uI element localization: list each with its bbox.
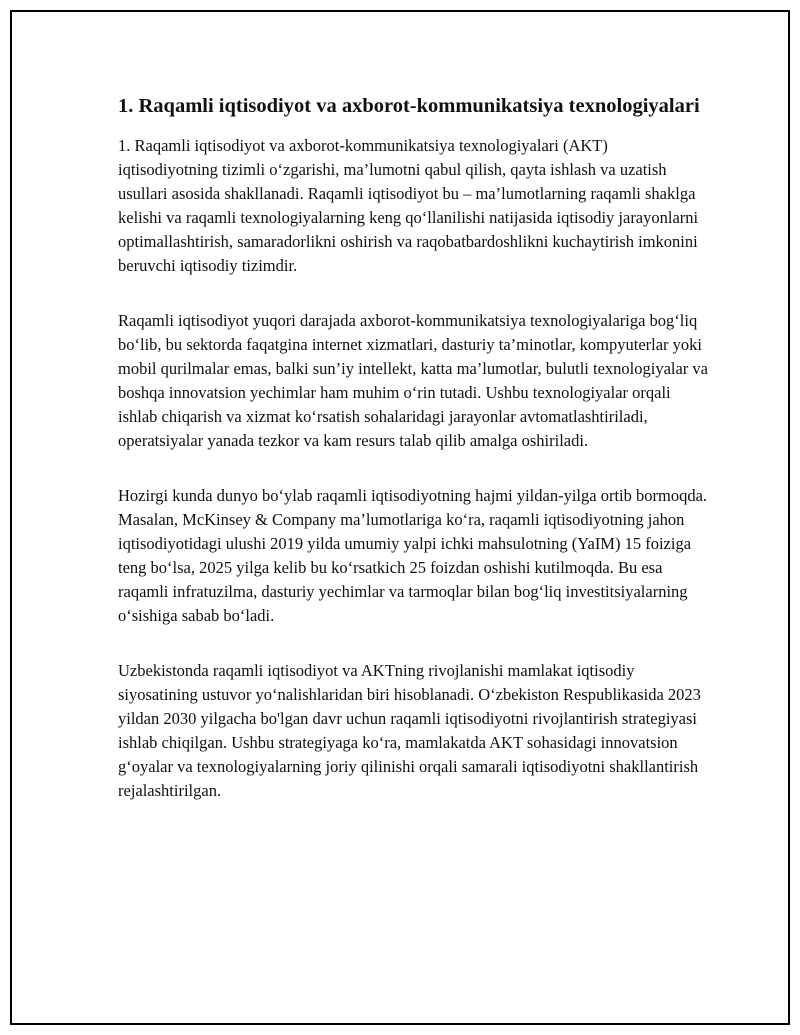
document-title: 1. Raqamli iqtisodiyot va axborot-kommunikatsiya texnologiyalari bbox=[118, 95, 700, 117]
paragraph-1: 1. Raqamli iqtisodiyot va axborot-kommunikatsiya texnologiyalari (AKT) iqtisodiyotning tizimli o‘zgarishi, ma’lumotni qabul qilish, qayta ishlash va uzatish usullari asosida shakllanadi. Raqamli iqtisodiyot bu – ma’lumotlarning raqamli shaklga kelishi va raqamli texnologiyalarning keng qo‘llanilishi natijasida iqtisodiy jarayonlarni optimallashtirish, samaradorlikni oshirish va raqobatbardoshlikni kuchaytirish imkonini beruvchi iqtisodiy tizimdir. bbox=[118, 136, 699, 275]
document-body bbox=[118, 92, 708, 803]
page-frame bbox=[10, 10, 790, 1025]
paragraph-4: Uzbekistonda raqamli iqtisodiyot va AKTning rivojlanishi mamlakat iqtisodiy siyosatining ustuvor yo‘nalishlaridan biri hisoblanadi. O‘zbekiston Respublikasida 2023 yildan 2030 yilgacha bo'lgan davr uchun raqamli iqtisodiyotni rivojlantirish strategiyasi ishlab chiqilgan. Ushbu strategiyaga ko‘ra, mamlakatda AKT sohasidagi innovatsion g‘oyalar va texnologiyalarning joriy qilinishi orqali samarali iqtisodiyotni shakllantirish rejalashtirilgan. bbox=[118, 661, 701, 800]
paragraph-2: Raqamli iqtisodiyot yuqori darajada axborot-kommunikatsiya texnologiyalariga bog‘liq bo‘lib, bu sektorda faqatgina internet xizmatlari, dasturiy ta’minotlar, kompyuterlar yoki mobil qurilmalar emas, balki sun’iy intellekt, katta ma’lumotlar, bulutli texnologiyalar va boshqa innovatsion yechimlar ham muhim o‘rin tutadi. Ushbu texnologiyalar orqali ishlab chiqarish va xizmat ko‘rsatish sohalaridagi jarayonlar avtomatlashtiriladi, operatsiyalar yanada tezkor va kam resurs talab qilib amalga oshiriladi. bbox=[118, 311, 708, 450]
paragraph-3: Hozirgi kunda dunyo bo‘ylab raqamli iqtisodiyotning hajmi yildan-yilga ortib bormoqda. Masalan, McKinsey & Company ma’lumotlariga ko‘ra, raqamli iqtisodiyotning jahon iqtisodiyotidagi ulushi 2019 yilda umumiy yalpi ichki mahsulotning (YaIM) 15 foiziga teng bo‘lsa, 2025 yilga kelib bu ko‘rsatkich 25 foizdan oshishi kutilmoqda. Bu esa raqamli infratuzilma, dasturiy yechimlar va tarmoqlar bilan bog‘liq investitsiyalarning o‘sishiga sabab bo‘ladi. bbox=[118, 486, 708, 625]
